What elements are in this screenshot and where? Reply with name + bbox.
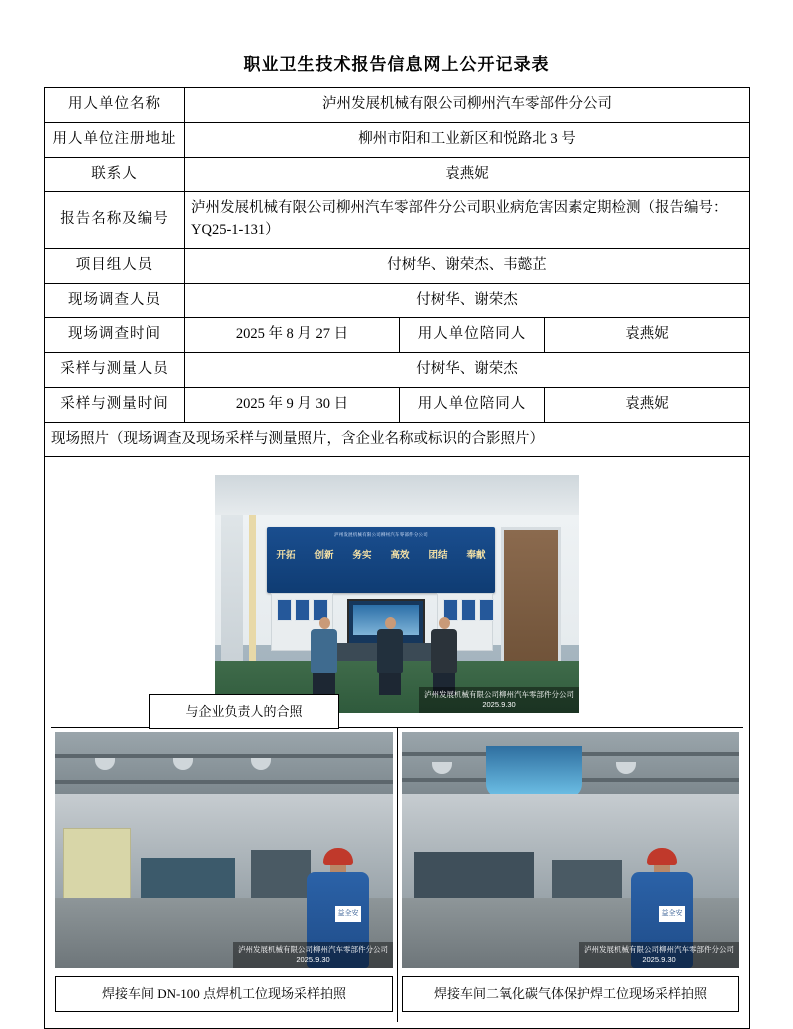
photo-watermark: [233, 942, 393, 968]
door-shape: [501, 527, 561, 671]
address-value: 柳州市阳和工业新区和悦路北 3 号: [185, 122, 750, 157]
slogan-word: 奉献: [466, 550, 486, 561]
pillar-shape: [221, 515, 243, 665]
photo-column-left: [51, 728, 397, 1022]
sampling-time-value: 2025 年 9 月 30 日: [185, 387, 400, 422]
watermark-line-2: 2025.9.30: [296, 955, 330, 965]
photo-pair-row: [51, 727, 743, 1022]
watermark-line-1: 泸州发展机械有限公司柳州汽车零部件分公司: [584, 945, 734, 954]
table-row: [45, 353, 750, 388]
poster-shape: [461, 599, 476, 621]
table-row: [45, 88, 750, 123]
report-value: 泸州发展机械有限公司柳州汽车零部件分公司职业病危害因素定期检测（报告编号：YQ25-1-131）: [185, 192, 750, 249]
neck-shape: [654, 865, 670, 872]
table-row: [45, 157, 750, 192]
contact-value: 袁燕妮: [185, 157, 750, 192]
survey-staff-value: 付树华、谢荣杰: [185, 283, 750, 318]
machine-shape: [251, 850, 311, 898]
table-row-photos: [45, 457, 750, 1029]
safety-helmet-shape: [323, 848, 353, 865]
poster-shape: [479, 599, 494, 621]
survey-staff-label: 现场调查人员: [45, 283, 185, 318]
photo-caption: 焊接车间 DN-100 点焊机工位现场采样拍照: [55, 976, 393, 1012]
watermark-line-1: 泸州发展机械有限公司柳州汽车零部件分公司: [424, 690, 574, 699]
workbench-shape: [414, 852, 534, 900]
photos-section-header: 现场照片（现场调查及现场采样与测量照片，含企业名称或标识的合影照片）: [45, 422, 750, 457]
survey-accompany-label: 用人单位陪同人: [400, 318, 545, 353]
survey-time-value: 2025 年 8 月 27 日: [185, 318, 400, 353]
fume-hood-shape: [486, 746, 582, 798]
vest-patch-label: 益全安: [659, 906, 685, 922]
photo-watermark: [579, 942, 739, 968]
table-row: [45, 192, 750, 249]
watermark-line-2: 2025.9.30: [642, 955, 676, 965]
photo-spotwelding-image: [55, 732, 393, 968]
poster-shape: [295, 599, 310, 621]
record-table: [44, 87, 750, 1029]
person-figure: [431, 617, 457, 695]
caption-row: [55, 976, 393, 1012]
company-banner: [267, 527, 495, 593]
slogan-word: 团结: [428, 550, 448, 561]
watermark-line-1: 泸州发展机械有限公司柳州汽车零部件分公司: [238, 945, 388, 954]
person-figure: [377, 617, 403, 695]
slogan-word: 开拓: [276, 550, 296, 561]
table-row: [45, 122, 750, 157]
watermark-line-2: 2025.9.30: [482, 700, 516, 710]
page-title: 职业卫生技术报告信息网上公开记录表: [243, 55, 550, 74]
sampling-accompany-value: 袁燕妮: [545, 387, 750, 422]
table-row: [45, 248, 750, 283]
photos-cell: [45, 457, 750, 1029]
photo-caption: 与企业负责人的合照: [149, 694, 339, 730]
neck-shape: [330, 865, 346, 872]
poster-shape: [277, 599, 292, 621]
banner-slogan-words: [267, 549, 495, 563]
photo-caption: 焊接车间二氧化碳气体保护焊工位现场采样拍照: [402, 976, 739, 1012]
employer-label: 用人单位名称: [45, 88, 185, 123]
photo-co2welding-image: [402, 732, 739, 968]
slogan-word: 高效: [390, 550, 410, 561]
slogan-word: 创新: [314, 550, 334, 561]
team-value: 付树华、谢荣杰、韦懿芷: [185, 248, 750, 283]
table-row: [45, 283, 750, 318]
sampling-staff-value: 付树华、谢荣杰: [185, 353, 750, 388]
address-label: 用人单位注册地址: [45, 122, 185, 157]
slogan-word: 务实: [352, 550, 372, 561]
sampling-staff-label: 采样与测量人员: [45, 353, 185, 388]
safety-helmet-shape: [647, 848, 677, 865]
team-label: 项目组人员: [45, 248, 185, 283]
contact-label: 联系人: [45, 157, 185, 192]
beam-shape: [55, 780, 393, 784]
photo-group-image: [215, 475, 579, 713]
photo-column-right: [397, 728, 743, 1022]
sampling-time-label: 采样与测量时间: [45, 387, 185, 422]
photo-watermark: [419, 687, 579, 713]
pipe-shape: [249, 515, 256, 665]
employer-value: 泸州发展机械有限公司柳州汽车零部件分公司: [185, 88, 750, 123]
banner-company-name: 泸州发展机械有限公司柳州汽车零部件分公司: [334, 532, 428, 538]
caption-row: [402, 976, 739, 1012]
survey-accompany-value: 袁燕妮: [545, 318, 750, 353]
photo-group-wrap: [185, 475, 579, 719]
table-row: [45, 422, 750, 457]
report-label: 报告名称及编号: [45, 192, 185, 249]
photo-group-block: [51, 463, 743, 719]
table-row: [45, 318, 750, 353]
survey-time-label: 现场调查时间: [45, 318, 185, 353]
person-figure: [311, 617, 337, 695]
vest-patch-label: 益全安: [335, 906, 361, 922]
table-row: [45, 387, 750, 422]
sampling-accompany-label: 用人单位陪同人: [400, 387, 545, 422]
